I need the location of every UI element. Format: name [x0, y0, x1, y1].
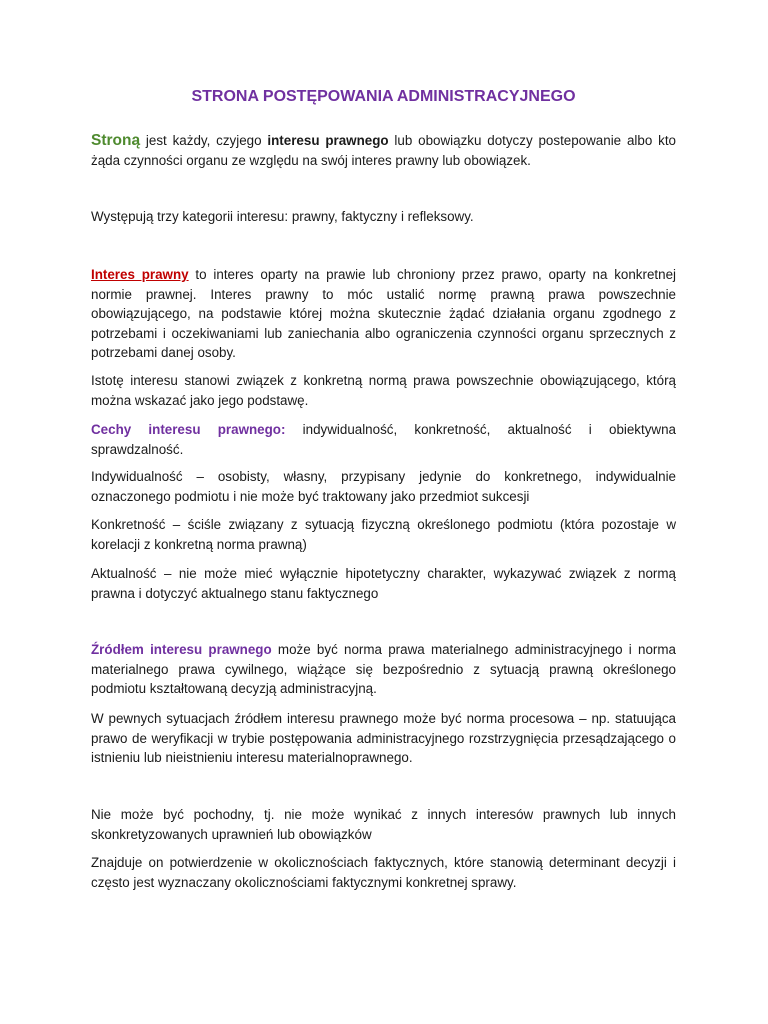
paragraph-interes-prawny — [91, 265, 676, 363]
paragraph-text: może być norma prawa materialnego administracyjnego i norma materialnego prawa cywilnego, wiążące się bezpośrednio z sytuacją prawną określonego podmiotu kształtowaną decyzją administracyjną. — [91, 642, 676, 696]
paragraph-cechy — [91, 420, 676, 459]
term-cechy: Cechy interesu prawnego: — [91, 422, 286, 437]
paragraph-norma-procesowa: W pewnych sytuacjach źródłem interesu prawnego może być norma procesowa – np. statuująca prawo de weryfikacji w trybie postępowania administracyjnego rozstrzygnięcia przesądzającego o istnieniu lub nieistnieniu interesu materialnoprawnego. — [91, 711, 676, 765]
paragraph-categories: Występują trzy kategorii interesu: prawny, faktyczny i refleksowy. — [91, 209, 474, 224]
paragraph-text: indywidualność, konkretność, aktualność i obiektywna sprawdzalność. — [91, 422, 676, 457]
paragraph-aktualnosc: Aktualność – nie może mieć wyłącznie hipotetyczny charakter, wykazywać związek z normą prawna i dotyczyć aktualnego stanu faktycznego — [91, 566, 676, 601]
paragraph-indywidualnosc: Indywidualność – osobisty, własny, przypisany jedynie do konkretnego, indywidualnie oznaczonego podmiotu i nie może być traktowany jako przedmiot sukcesji — [91, 469, 676, 504]
term-interes-prawny: Interes prawny — [91, 267, 189, 282]
paragraph-text: to interes oparty na prawie lub chroniony przez prawo, oparty na konkretnej normie prawnej. Interes prawny to móc ustalić normę prawną prawa powszechnie obowiązującego, na podstawie której można skutecznie żądać działania organu zgodnego z potrzebami i oczekiwaniami lub zaniechania albo ograniczenia czynności organu sprzecznych z potrzebami danej osoby. — [91, 267, 676, 360]
document-title: STRONA POSTĘPOWANIA ADMINISTRACYJNEGO — [191, 88, 576, 105]
term-zrodlo: Źródłem interesu prawnego — [91, 642, 272, 657]
paragraph-okolicznosci: Znajduje on potwierdzenie w okolicznościach faktycznych, które stanowią determinant decyzji i często jest wyznaczany okolicznościami faktycznymi konkretnej sprawy. — [91, 855, 676, 890]
paragraph-definition-strona — [91, 131, 676, 170]
paragraph-istota: Istotę interesu stanowi związek z konkretną normą prawa powszechnie obowiązującego, którą można wskazać jako jego podstawę. — [91, 373, 676, 408]
paragraph-pochodny: Nie może być pochodny, tj. nie może wynikać z innych interesów prawnych lub innych skonkretyzowanych uprawnień lub obowiązków — [91, 807, 676, 842]
term-interes-prawny-bold: interesu prawnego — [267, 133, 389, 148]
paragraph-text: jest każdy, czyjego — [140, 133, 268, 148]
paragraph-text: lub obowiązku dotyczy postepowanie albo kto żąda czynności organu ze względu na swój interes prawny lub obowiązek. — [91, 133, 676, 168]
term-strona: Stroną — [91, 132, 141, 149]
paragraph-konkretnosc: Konkretność – ściśle związany z sytuacją fizyczną określonego podmiotu (która pozostaje w korelacji z konkretną norma prawną) — [91, 517, 676, 552]
paragraph-zrodlo — [91, 640, 676, 699]
